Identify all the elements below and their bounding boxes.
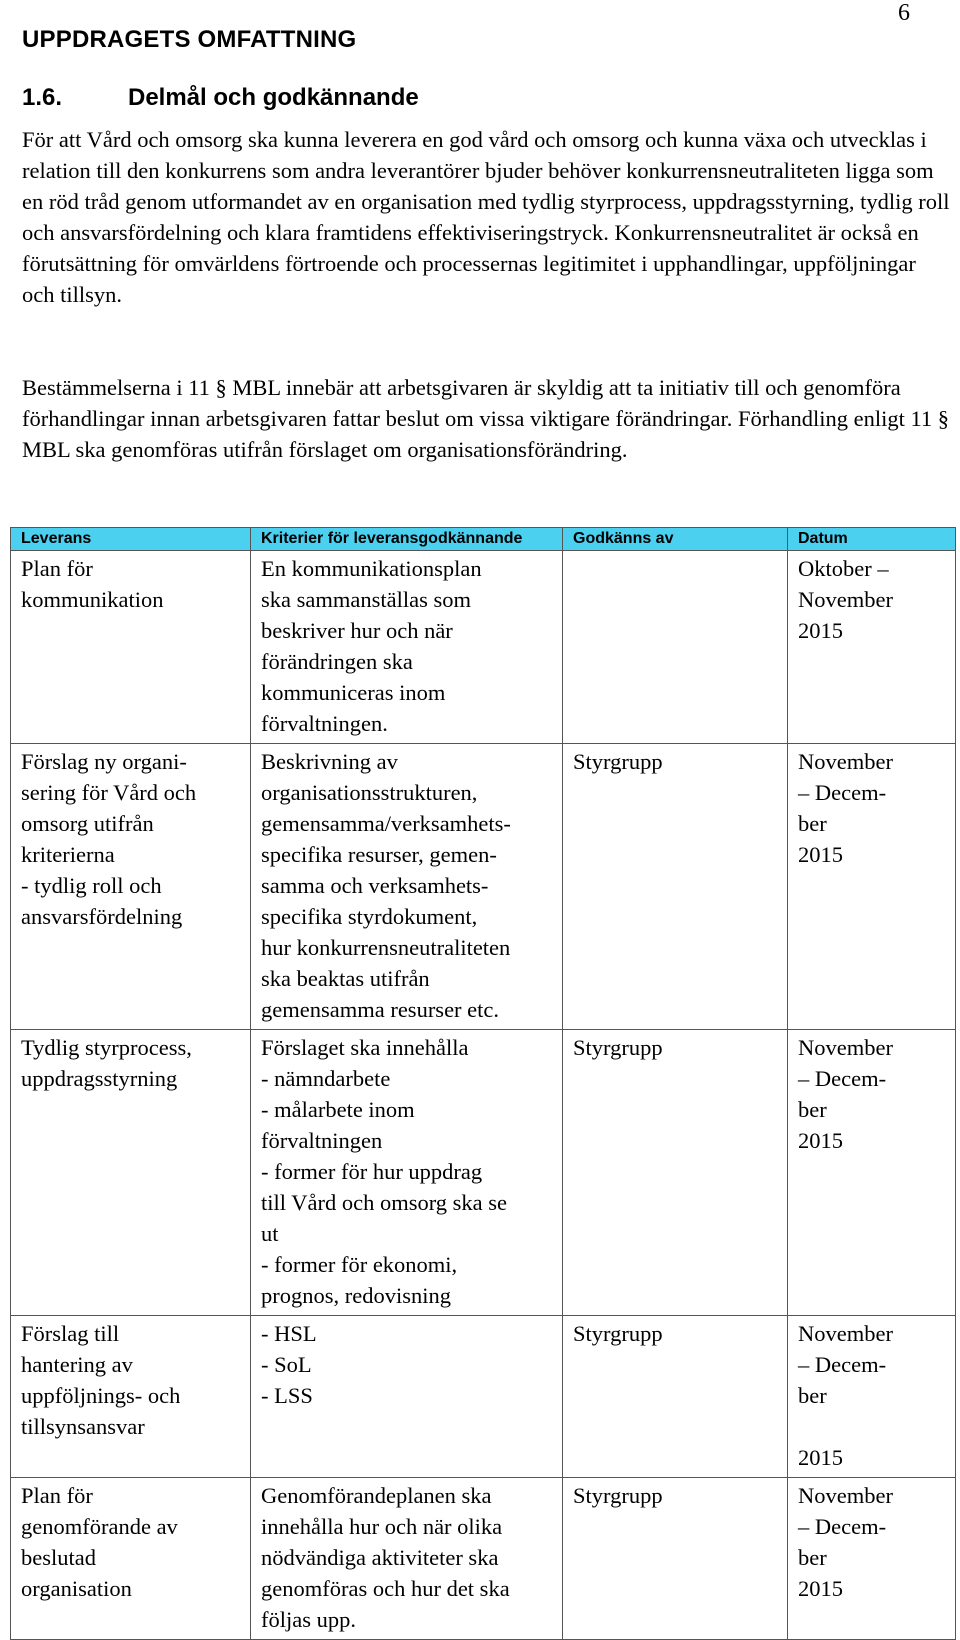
cell-line: 2015 xyxy=(798,1128,843,1153)
kriterier-cell xyxy=(251,1030,563,1316)
cell-line: - SoL xyxy=(261,1352,312,1377)
cell-line: genomföras och hur det ska xyxy=(261,1576,510,1601)
cell-line: – Decem- xyxy=(798,1352,887,1377)
cell-line: Tydlig styrprocess, xyxy=(21,1035,192,1060)
cell-line: Genomförandeplanen ska xyxy=(261,1483,492,1508)
cell-line: uppföljnings- och xyxy=(21,1383,181,1408)
leverans-cell xyxy=(11,1030,251,1316)
datum-cell xyxy=(788,1316,956,1478)
cell-line: November xyxy=(798,1321,893,1346)
cell-line: beslutad xyxy=(21,1545,96,1570)
cell-line: ber xyxy=(798,811,827,836)
leverans-cell xyxy=(11,1478,251,1640)
cell-line: omsorg utifrån xyxy=(21,811,154,836)
cell-line: - LSS xyxy=(261,1383,313,1408)
datum-cell xyxy=(788,1030,956,1316)
cell-line: gemensamma resurser etc. xyxy=(261,997,500,1022)
cell-line: specifika resurser, gemen- xyxy=(261,842,497,867)
datum-cell xyxy=(788,551,956,744)
cell-line: - målarbete inom xyxy=(261,1097,415,1122)
datum-cell xyxy=(788,744,956,1030)
cell-line: hantering av xyxy=(21,1352,133,1377)
cell-line: gemensamma/verksamhets- xyxy=(261,811,511,836)
table-row xyxy=(11,1478,956,1640)
datum-cell xyxy=(788,1478,956,1640)
cell-line xyxy=(798,1411,945,1442)
cell-line: till Vård och omsorg ska se xyxy=(261,1190,508,1215)
cell-line: November xyxy=(798,749,893,774)
cell-line: kommuniceras inom xyxy=(261,680,446,705)
cell-line: följas upp. xyxy=(261,1607,356,1632)
kriterier-cell xyxy=(251,1316,563,1478)
cell-line: organisation xyxy=(21,1576,132,1601)
cell-line: – Decem- xyxy=(798,1066,887,1091)
table-row xyxy=(11,551,956,744)
cell-line: – Decem- xyxy=(798,780,887,805)
cell-line: - former för hur uppdrag xyxy=(261,1159,483,1184)
leverans-cell xyxy=(11,551,251,744)
section-title: Delmål och godkännande xyxy=(128,84,419,111)
godkanns-av-cell xyxy=(563,1316,788,1478)
cell-line: organisationsstrukturen, xyxy=(261,780,478,805)
cell-line: 2015 xyxy=(798,618,843,643)
cell-line: kriterierna xyxy=(21,842,115,867)
leverans-cell xyxy=(11,744,251,1030)
cell-line: förvaltningen. xyxy=(261,711,388,736)
cell-line: nödvändiga aktiviteter ska xyxy=(261,1545,499,1570)
cell-line: Plan för xyxy=(21,1483,93,1508)
table-header-row xyxy=(11,528,956,551)
cell-line: ut xyxy=(261,1221,279,1246)
cell-line: tillsynsansvar xyxy=(21,1414,145,1439)
cell-line: 2015 xyxy=(798,1576,843,1601)
cell-line: förvaltningen xyxy=(261,1128,383,1153)
cell-line: prognos, redovisning xyxy=(261,1283,451,1308)
cell-line: Beskrivning av xyxy=(261,749,398,774)
cell-line: kommunikation xyxy=(21,587,164,612)
section-number: 1.6. xyxy=(22,84,63,111)
header-kriterier: Kriterier för leveransgodkännande xyxy=(251,528,563,551)
table-row xyxy=(11,744,956,1030)
cell-line: - HSL xyxy=(261,1321,317,1346)
kriterier-cell xyxy=(251,744,563,1030)
cell-line: November xyxy=(798,1035,893,1060)
paragraph-konkurrensneutralitet: För att Vård och omsorg ska kunna leverera en god vård och omsorg och kunna växa och utvecklas i relation till den konkurrens som andra leverantörer bjuder behöver konkurrensneutraliteten ligga som en röd tråd genom utformandet av en organisation med tydlig styrprocess, uppdragsstyrning, tydlig roll och ansvarsfördelning och klara framtidens effektiviseringstryck. Konkurrensneutralitet är också en förutsättning för omvärldens förtroende och processernas legitimitet i upphandlingar, uppföljningar och tillsyn. xyxy=(22,127,950,307)
paragraph-mbl: Bestämmelserna i 11 § MBL innebär att arbetsgivaren är skyldig att ta initiativ till och genomföra förhandlingar innan arbetsgivaren fattar beslut om vissa viktigare förändringar. Förhandling enligt 11 § MBL ska genomföras utifrån förslaget om organisationsförändring. xyxy=(22,375,950,462)
godkanns-av-cell xyxy=(563,1478,788,1640)
cell-line: ber xyxy=(798,1383,827,1408)
header-datum: Datum xyxy=(788,528,956,551)
cell-line: Styrgrupp xyxy=(573,749,663,774)
cell-line: – Decem- xyxy=(798,1514,887,1539)
cell-line: - nämndarbete xyxy=(261,1066,391,1091)
cell-line: genomförande av xyxy=(21,1514,178,1539)
header-leverans: Leverans xyxy=(11,528,251,551)
deliverables-table xyxy=(10,527,956,1640)
godkanns-av-cell xyxy=(563,1030,788,1316)
cell-line: November xyxy=(798,1483,893,1508)
godkanns-av-cell xyxy=(563,744,788,1030)
godkanns-av-cell xyxy=(563,551,788,744)
cell-line: Styrgrupp xyxy=(573,1035,663,1060)
cell-line: ska sammanställas som xyxy=(261,587,471,612)
kriterier-cell xyxy=(251,551,563,744)
cell-line: specifika styrdokument, xyxy=(261,904,478,929)
kriterier-cell xyxy=(251,1478,563,1640)
cell-line: Oktober – xyxy=(798,556,889,581)
cell-line: Plan för xyxy=(21,556,93,581)
cell-line: ansvarsfördelning xyxy=(21,904,183,929)
document-heading: UPPDRAGETS OMFATTNING xyxy=(22,26,357,53)
cell-line: 2015 xyxy=(798,1445,843,1470)
cell-line: Förslaget ska innehålla xyxy=(261,1035,469,1060)
table-row xyxy=(11,1316,956,1478)
table-row xyxy=(11,1030,956,1316)
cell-line: - tydlig roll och xyxy=(21,873,162,898)
cell-line: hur konkurrensneutraliteten xyxy=(261,935,511,960)
cell-line: 2015 xyxy=(798,842,843,867)
cell-line: ber xyxy=(798,1097,827,1122)
cell-line: Förslag ny organi- xyxy=(21,749,187,774)
cell-line: ska beaktas utifrån xyxy=(261,966,430,991)
header-godkanns-av: Godkänns av xyxy=(563,528,788,551)
cell-line: Styrgrupp xyxy=(573,1483,663,1508)
cell-line: Styrgrupp xyxy=(573,1321,663,1346)
cell-line: beskriver hur och när xyxy=(261,618,453,643)
cell-line: - former för ekonomi, xyxy=(261,1252,458,1277)
cell-line: uppdragsstyrning xyxy=(21,1066,178,1091)
section-heading xyxy=(22,84,419,112)
cell-line: Förslag till xyxy=(21,1321,120,1346)
cell-line: förändringen ska xyxy=(261,649,413,674)
page-number: 6 xyxy=(898,0,910,26)
cell-line: ber xyxy=(798,1545,827,1570)
cell-line: innehålla hur och när olika xyxy=(261,1514,503,1539)
leverans-cell xyxy=(11,1316,251,1478)
cell-line: sering för Vård och xyxy=(21,780,197,805)
cell-line: samma och verksamhets- xyxy=(261,873,489,898)
cell-line: November xyxy=(798,587,893,612)
cell-line: En kommunikationsplan xyxy=(261,556,482,581)
